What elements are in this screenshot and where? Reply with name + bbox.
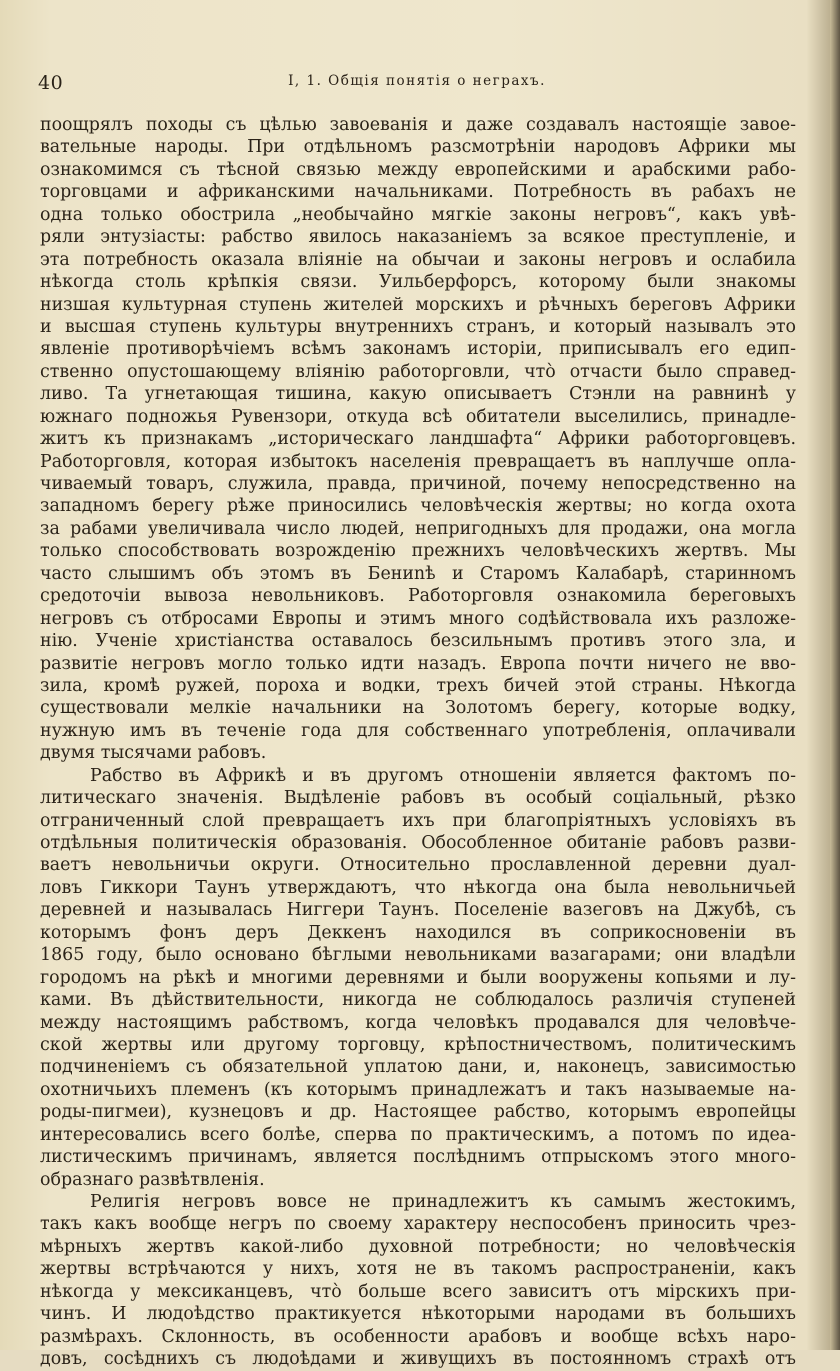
text-line: Работорговля, которая избытокъ населенія превращаетъ въ наплучше опла-: [40, 451, 796, 472]
text-line: вательные народы. При отдѣльномъ разсмотрѣніи народовъ Африки мы: [40, 137, 796, 158]
text-line: литическаго значенія. Выдѣленіе рабовъ въ особый соціальный, рѣзко: [40, 788, 796, 809]
text-line: нѣкогда столь крѣпкія связи. Уильберфорсъ, которому были знакомы: [40, 272, 796, 293]
text-line: двумя тысячами рабовъ.: [40, 743, 267, 764]
text-line: которымъ фонъ деръ Деккенъ находился въ соприкосновеніи въ: [40, 922, 796, 943]
text-line: роды-пигмеи), кузнецовъ и др. Настоящее рабство, которымъ европейцы: [40, 1102, 796, 1123]
text-line: 1865 году, было основано бѣглыми невольниками вазагарами; они владѣли: [40, 945, 796, 966]
text-line: поощрялъ походы съ цѣлью завоеванія и даже создавалъ настоящіе завое-: [40, 115, 796, 135]
text-line: охотничьихъ племенъ (къ которымъ принадлежатъ и такъ называемые на-: [40, 1079, 796, 1100]
text-line: нужную имъ въ теченіе года для собственнаго употребленія, оплачивали: [40, 720, 796, 741]
text-line: чиваемый товаръ, служила, правда, причиной, почему непосредственно на: [40, 474, 796, 494]
text-line: средоточіи вывоза невольниковъ. Работорговля ознакомила береговыхъ: [40, 586, 796, 607]
text-line: довъ, сосѣднихъ съ людоѣдами и живущихъ въ постоянномъ страхѣ отъ: [40, 1349, 796, 1370]
text-line: ловъ Гиккори Таунъ утверждаютъ, что нѣкогда она была невольничьей: [40, 877, 796, 898]
text-line: и высшая ступень культуры внутреннихъ странъ, и который называлъ это: [40, 316, 796, 337]
text-line: только способствовать возрожденію прежнихъ человѣческихъ жертвъ. Мы: [40, 541, 796, 562]
page-header: [38, 70, 796, 96]
text-line: ряли энтузіасты: рабство явилось наказаніемъ за всякое преступленіе, и: [40, 227, 796, 248]
text-line: житъ къ признакамъ „историческаго ландшафта“ Африки работорговцевъ.: [40, 429, 796, 450]
text-line: западномъ берегу рѣже приносились человѣческія жертвы; но когда охота: [40, 496, 796, 517]
text-line: торговцами и африканскими начальниками. Потребность въ рабахъ не: [40, 182, 796, 203]
text-line: жертвы встрѣчаются у нихъ, хотя не въ такомъ распространеніи, какъ: [40, 1259, 796, 1280]
body-text: [40, 114, 796, 1371]
text-line: мѣрныхъ жертвъ какой-либо духовной потребности; но человѣческія: [40, 1236, 796, 1257]
text-line: Рабство въ Африкѣ и въ другомъ отношеніи является фактомъ по-: [90, 765, 796, 786]
page-edge-shadow: [830, 0, 840, 1350]
text-line: образнаго развѣтвленія.: [40, 1169, 265, 1190]
page-number: 40: [38, 72, 64, 94]
text-line: одна только обострила „необычайно мягкіе законы негровъ“, какъ увѣ-: [40, 204, 796, 225]
text-line: городомъ на рѣкѣ и многими деревнями и были вооружены копьями и лу-: [40, 967, 796, 988]
text-line: нѣкогда у мексиканцевъ, что̀ больше всего зависитъ отъ мірскихъ при-: [40, 1281, 796, 1302]
text-line: часто слышимъ объ этомъ въ Бениnѣ и Старомъ Калабарѣ, старинномъ: [40, 563, 796, 584]
text-line: низшая культурная ступень жителей морскихъ и рѣчныхъ береговъ Африки: [40, 294, 796, 315]
text-line: ской жертвы или другому торговцу, крѣпостничествомъ, политическимъ: [40, 1034, 796, 1055]
text-line: зила, кромѣ ружей, пороха и водки, трехъ бичей этой страны. Нѣкогда: [40, 675, 796, 696]
text-line: ками. Въ дѣйствительности, никогда не соблюдалось различія ступеней: [40, 990, 796, 1011]
text-line: эта потребность оказала вліяніе на обычаи и законы негровъ и ослабила: [40, 249, 796, 270]
text-line: листическимъ причинамъ, является послѣднимъ отпрыскомъ этого много-: [40, 1147, 796, 1168]
text-line: за рабами увеличивала число людей, непригодныхъ для продажи, она могла: [40, 518, 796, 539]
text-line: нію. Ученіе христіанства оставалось безсильнымъ противъ этого зла, и: [40, 631, 796, 652]
text-line: деревней и называлась Ниггери Таунъ. Поселеніе вазеговъ на Джубѣ, съ: [40, 900, 796, 921]
text-line: отдѣльныя политическія образованія. Обособленное обитаніе рабовъ разви-: [40, 833, 796, 853]
running-head: I, 1. Общія понятія о неграхъ.: [288, 73, 546, 89]
text-line: явленіе противорѣчіемъ всѣмъ законамъ исторіи, приписывалъ его едип-: [40, 339, 796, 360]
text-line: интересовались всего болѣе, сперва по практическимъ, а потомъ по идеа-: [40, 1124, 796, 1145]
text-line: ственно опустошающему вліянію работорговли, что̀ отчасти было справед-: [40, 361, 796, 382]
text-line: такъ какъ вообще негръ по своему характеру неспособенъ приносить чрез-: [40, 1214, 796, 1235]
text-line: развитіе негровъ могло только идти назадъ. Европа почти ничего не вво-: [40, 653, 796, 674]
text-line: ознакомимся съ тѣсной связью между европейскими и арабскими рабо-: [40, 159, 796, 180]
text-line: чинъ. И людоѣдство практикуется нѣкоторыми народами въ большихъ: [40, 1304, 796, 1325]
text-line: негровъ съ отбросами Европы и этимъ много содѣйствовала ихъ разложе-: [40, 608, 796, 629]
text-line: размѣрахъ. Склонность, въ особенности арабовъ и вообще всѣхъ наро-: [40, 1326, 796, 1347]
text-line: отграниченный слой превращаетъ ихъ при благопріятныхъ условіяхъ въ: [40, 810, 796, 831]
text-line: существовали мелкіе начальники на Золотомъ берегу, которые водку,: [40, 698, 796, 719]
text-line: южнаго подножья Рувензори, откуда всѣ обитатели выселились, принадле-: [40, 406, 796, 427]
text-line: Религія негровъ вовсе не принадлежитъ къ самымъ жестокимъ,: [90, 1192, 796, 1212]
text-line: ливо. Та угнетающая тишина, какую описываетъ Стэнли на равнинѣ у: [40, 384, 796, 405]
text-line: между настоящимъ рабствомъ, когда человѣкъ продавался для человѣче-: [40, 1012, 796, 1033]
text-line: подчиненіемъ съ обязательной уплатою дани, и, наконецъ, зависимостью: [40, 1057, 796, 1078]
text-line: ваетъ невольничьи округи. Относительно прославленной деревни дуал-: [40, 855, 796, 876]
